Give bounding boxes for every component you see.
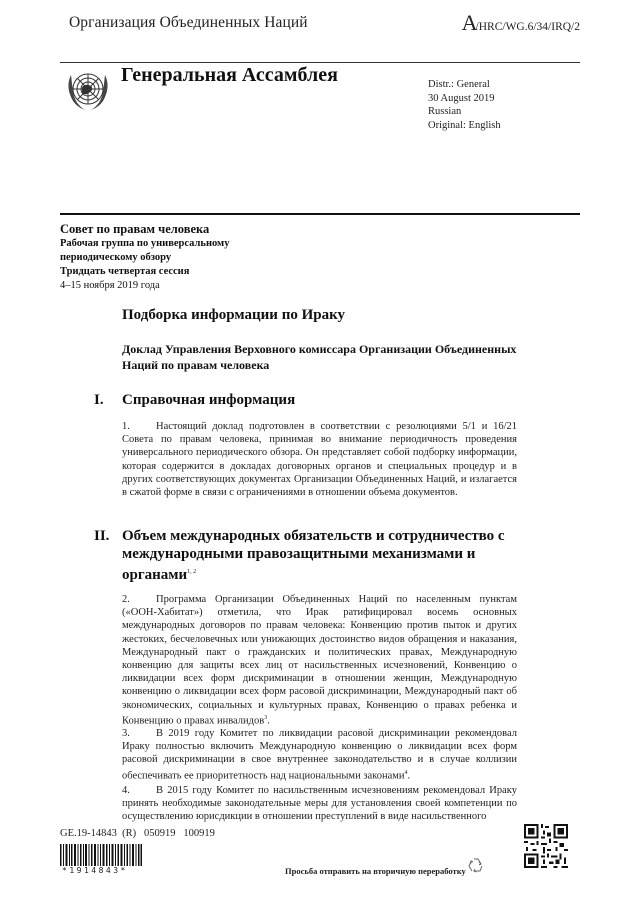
language-line: Russian	[428, 106, 462, 117]
document-symbol	[462, 10, 580, 36]
paragraph-text: В 2015 году Комитет по насильственным исчезновениям рекомендовал Ираку принять необходимые законодательные меры для установления своей компетенции по осуществлению юрисдикции в отношении преступлений в виде насильственного	[122, 785, 517, 823]
distribution-block	[428, 78, 501, 132]
paragraph-end: .	[267, 715, 270, 727]
footnote-ref[interactable]: 1, 2	[187, 569, 197, 575]
footnote-ref[interactable]: 4	[404, 769, 408, 776]
job-code: GE.19-14843 (R) 050919 100919	[60, 828, 215, 839]
barcode-icon	[60, 844, 142, 866]
section-heading-2	[94, 527, 522, 584]
section-rule	[60, 213, 580, 215]
session-name: Тридцать четвертая сессия	[60, 266, 190, 277]
date-line: 30 August 2019	[428, 92, 495, 104]
symbol-prefix: A	[461, 10, 476, 35]
paragraph-text: Настоящий доклад подготовлен в соответствии с резолюциями 5/1 и 16/21 Совета по правам человека, принимая во внимание периодичность проведения универсального периодического обзора. Он представляет собой подборку информации, которая содержится в докладах договорных органов и специальных процедур и в других соответствующих документах Организации Объединенных Наций, и излагается в сжатой форме в связи с ограничениями в отношении объема документов.	[122, 421, 517, 499]
paragraph-3	[122, 727, 517, 782]
document-title: Подборка информации по Ираку	[122, 307, 346, 323]
section-title: Объем международных обязательств и сотрудничество с международными правозащитными механизмами и органами	[122, 528, 505, 583]
paragraph-number: 2.	[122, 594, 130, 605]
section-heading-1	[94, 391, 522, 409]
original-language-line: Original: English	[428, 119, 501, 131]
paragraph-end: .	[407, 770, 411, 782]
general-assembly-title: Генеральная Ассамблея	[121, 64, 338, 86]
section-number: I.	[94, 392, 104, 408]
organization-name: Организация Объединенных Наций	[69, 14, 308, 31]
paragraph-number: 3.	[122, 728, 130, 739]
paragraph-number: 4.	[122, 785, 130, 796]
footnote-ref[interactable]: 3	[264, 714, 268, 721]
qr-code-icon[interactable]	[524, 824, 568, 868]
paragraph-text: В 2019 году Комитет по ликвидации расовой дискриминации рекомендовал Ираку полностью включить Международную конвенцию о ликвидации всех форм расовой дискриминации в свое внутреннее законодательство и в случае коллизии обеспечивать ее приоритетность над национальными законами	[122, 728, 517, 782]
section-title-wrap	[122, 527, 522, 584]
distr-line: Distr.: General	[428, 79, 490, 90]
document-subtitle: Доклад Управления Верховного комиссара Организации Объединенных Наций по правам человека	[122, 342, 517, 372]
header-rule	[60, 62, 580, 63]
session-dates: 4–15 ноября 2019 года	[60, 280, 160, 291]
working-group-line-2: периодическому обзору	[60, 252, 172, 263]
section-title: Справочная информация	[122, 392, 296, 408]
barcode-number: *1914843*	[62, 866, 128, 875]
paragraph-2	[122, 593, 517, 728]
paragraph-1	[122, 420, 517, 499]
session-block	[60, 222, 229, 293]
recycle-icon	[466, 856, 486, 876]
recycle-notice: Просьба отправить на вторичную переработку	[285, 866, 466, 876]
symbol-rest: /HRC/WG.6/34/IRQ/2	[475, 21, 580, 33]
working-group-line-1: Рабочая группа по универсальному	[60, 238, 230, 249]
un-emblem-icon	[63, 67, 113, 115]
council-name: Совет по правам человека	[60, 222, 210, 236]
paragraph-4	[122, 784, 517, 824]
section-number: II.	[94, 528, 110, 544]
paragraph-text: Программа Организации Объединенных Наций по населенным пунктам («ООН-Хабитат») отметила, что Ирак ратифицировал восемь основных международных договоров по правам человека: Конвенцию против пыток и других жестоких, бесчеловечных или унижающих достоинство видов обращения и наказания, Международный пакт о гражданских и политических правах, Международную конвенцию для защиты всех лиц от насильственных исчезновений, Конвенцию о ликвидации всех форм дискриминации в отношении женщин, Международную конвенцию о ликвидации всех форм расовой дискриминации, Международный пакт об экономических, социальных и культурных правах, Конвенцию о правах ребенка и Конвенцию о правах инвалидов	[122, 594, 517, 727]
paragraph-number: 1.	[122, 421, 130, 432]
